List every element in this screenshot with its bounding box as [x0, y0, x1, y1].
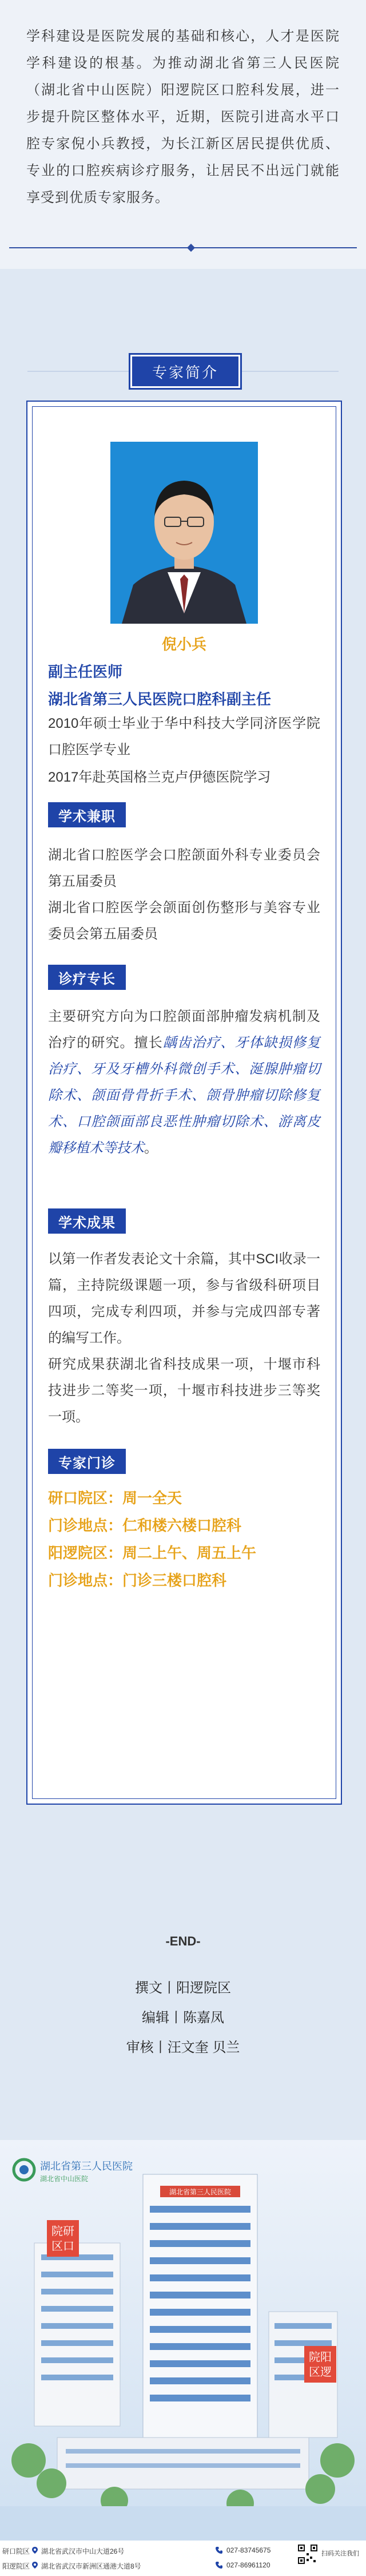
tag-right-top: 院阳 [309, 2351, 332, 2364]
hospital-logo-subtext: 湖北省中山医院 [40, 2175, 89, 2183]
expert-title: 副主任医师 [48, 663, 123, 680]
expert-education-2: 2017年赴英国格兰克卢伊德医院学习 [48, 770, 271, 785]
intro-divider [9, 247, 357, 248]
hospital-logo-text: 湖北省第三人民医院 [40, 2161, 133, 2172]
campus-2-label: 阳逻院区 [2, 2562, 30, 2570]
credit-editor: 编辑丨陈嘉凤 [142, 2010, 224, 2026]
end-mark: -END- [165, 1934, 201, 1948]
campus-2-phone: 027-86961120 [226, 2561, 270, 2569]
credit-reviewer: 审核丨汪文奎 贝兰 [126, 2040, 240, 2055]
intro-section [0, 0, 366, 269]
qr-code-icon[interactable] [297, 2544, 318, 2565]
location-pin-icon [31, 2561, 39, 2569]
campus-1-phone: 027-83745675 [226, 2546, 271, 2554]
hospital-illustration [0, 2140, 366, 2541]
campus-1-label: 研口院区 [2, 2547, 30, 2555]
tag-right-bottom: 区逻 [309, 2366, 332, 2379]
specialty-tag: 诊疗专长 [48, 965, 126, 990]
specialty-text [48, 1004, 320, 1162]
expert-education-1: 2010年硕士毕业于华中科技大学同济医学院口腔医学专业 [48, 716, 320, 758]
intro-paragraph: 学科建设是医院发展的基础和核心，人才是医院学科建设的根基。为推动湖北省第三人民医院（湖北省中山医院）阳逻院区口腔科发展，进一步提升院区整体水平，近期，医院引进高水平口腔专家倪小兵教授，为长江新区居民提供优质、专业的口腔疾病诊疗服务，让居民不出远门就能享受到优质专家服务。 [26, 29, 340, 205]
expert-position: 湖北省第三人民医院口腔科副主任 [48, 691, 272, 708]
academic-tag: 学术兼职 [48, 802, 126, 827]
tag-left-top: 院研 [51, 2225, 74, 2238]
phone-icon [215, 2561, 223, 2569]
academic-text-1: 湖北省口腔医学会口腔颌面外科专业委员会第五届委员 [48, 847, 320, 889]
credit-writer: 撰文丨阳逻院区 [135, 1980, 231, 1996]
clinic-tag: 专家门诊 [48, 1449, 126, 1474]
tag-left-bottom: 区口 [51, 2240, 74, 2253]
academic-text-2: 湖北省口腔医学会颌面创伤整形与美容专业委员会第五届委员 [48, 900, 320, 942]
expert-name: 倪小兵 [161, 636, 206, 653]
clinic-line-2: 门诊地点：仁和楼六楼口腔科 [48, 1517, 242, 1534]
section-title: 专家简介 [130, 355, 240, 388]
campus-1-address: 湖北省武汉市中山大道26号 [41, 2547, 125, 2555]
location-pin-icon [31, 2546, 39, 2554]
contact-bar [0, 2541, 366, 2576]
phone-icon [215, 2546, 223, 2554]
qr-label: 扫码关注我们 [321, 2550, 359, 2557]
specialty-items: 龋齿治疗、牙体缺损修复治疗、牙及牙槽外科微创手术、涎腺肿瘤切除术、颌面骨骨折手术、颌骨肿瘤切除修复术、口腔颌面部良恶性肿瘤切除术、游离皮瓣移植术等技术 [48, 1035, 321, 1156]
specialty-lead: 主要研究方向为口腔颌面部肿瘤发病机制及治疗的研究。擅长 [48, 1009, 320, 1051]
hospital-buildings-image [0, 2140, 366, 2541]
expert-portrait [110, 442, 258, 624]
achievements-text-1: 以第一作者发表论文十余篇，其中SCI收录一篇，主持院级课题一项，参与省级科研项目四项，完成专利四项，并参与完成四部专著的编写工作。 [48, 1251, 320, 1346]
clinic-line-4: 门诊地点：门诊三楼口腔科 [48, 1572, 227, 1589]
achievements-tag: 学术成果 [48, 1208, 126, 1234]
building-sign-text: 湖北省第三人民医院 [169, 2188, 232, 2196]
expert-card [26, 401, 342, 1805]
specialty-end: 。 [144, 1140, 158, 1156]
clinic-line-3: 阳逻院区：周二上午、周五上午 [48, 1544, 257, 1562]
campus-2-address: 湖北省武汉市新洲区通港大道8号 [41, 2562, 141, 2570]
achievements-text-2: 研究成果获湖北省科技成果一项，十堰市科技进步二等奖一项，十堰市科技进步三等奖一项。 [48, 1357, 320, 1425]
clinic-line-1: 研口院区：周一全天 [48, 1489, 182, 1507]
divider-diamond-icon [186, 243, 196, 252]
